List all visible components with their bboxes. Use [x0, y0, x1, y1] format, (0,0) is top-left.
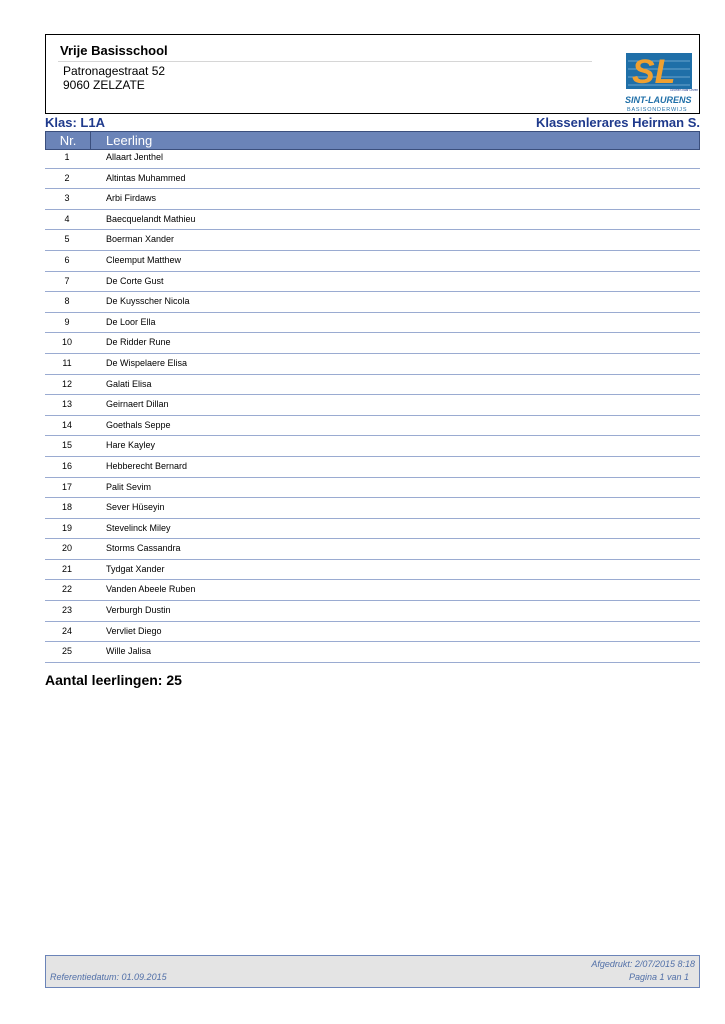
row-number: 12 — [61, 378, 72, 389]
row-number: 25 — [61, 646, 72, 657]
student-name: Galati Elisa — [106, 378, 152, 389]
student-name: De Loor Ella — [106, 316, 156, 327]
reference-date: Referentiedatum: 01.09.2015 — [50, 972, 167, 982]
column-divider — [90, 132, 91, 149]
logo-tagline: Groeien naar Leven — [670, 88, 698, 92]
school-address-city: 9060 ZELZATE — [63, 78, 145, 92]
school-address-street: Patronagestraat 52 — [63, 64, 166, 78]
student-name: De Ridder Rune — [106, 337, 171, 348]
row-number: 9 — [64, 316, 70, 327]
student-name: Hare Kayley — [106, 440, 156, 451]
table-row — [45, 580, 700, 601]
student-name: Boerman Xander — [106, 234, 175, 245]
student-name: Verburgh Dustin — [106, 605, 171, 616]
row-number: 4 — [64, 213, 70, 224]
logo-name: SINT-LAURENS — [625, 95, 692, 105]
page-number: Pagina 1 van 1 — [628, 972, 689, 982]
student-name: Baecquelandt Mathieu — [106, 213, 196, 224]
table-row — [45, 436, 700, 457]
row-number: 15 — [61, 440, 72, 451]
table-row — [45, 416, 700, 437]
printed-timestamp: Afgedrukt: 2/07/2015 8:18 — [591, 959, 695, 969]
row-number: 24 — [61, 625, 72, 636]
student-name: Stevelinck Miley — [106, 522, 171, 533]
table-row — [45, 601, 700, 622]
logo-letters: SL — [632, 53, 676, 91]
row-number: 13 — [61, 399, 72, 410]
row-number: 21 — [61, 563, 72, 574]
student-name: Geirnaert Dillan — [106, 399, 169, 410]
student-name: Hebberecht Bernard — [106, 460, 188, 471]
student-name: Palit Sevim — [106, 481, 152, 492]
table-row — [45, 272, 700, 293]
student-table — [45, 148, 700, 663]
student-name: Vanden Abeele Ruben — [106, 584, 196, 595]
table-row — [45, 539, 700, 560]
student-name: Tydgat Xander — [106, 563, 165, 574]
table-row — [45, 148, 700, 169]
table-row — [45, 230, 700, 251]
row-number: 7 — [64, 275, 70, 286]
row-number: 16 — [61, 460, 72, 471]
table-row — [45, 395, 700, 416]
row-number: 1 — [64, 152, 70, 162]
row-number: 20 — [61, 543, 72, 554]
row-number: 17 — [61, 481, 72, 492]
class-label: Klas: L1A — [45, 115, 105, 130]
table-row — [45, 498, 700, 519]
table-row — [45, 457, 700, 478]
row-number: 23 — [61, 605, 72, 616]
table-row — [45, 210, 700, 231]
row-number: 11 — [62, 357, 72, 368]
table-row — [45, 313, 700, 334]
student-name: De Kuysscher Nicola — [106, 296, 190, 307]
row-number: 5 — [64, 234, 70, 245]
student-name: Storms Cassandra — [106, 543, 181, 554]
student-name: De Wispelaere Elisa — [106, 357, 188, 368]
page-footer — [45, 955, 700, 988]
table-row — [45, 251, 700, 272]
row-number: 6 — [64, 254, 70, 265]
header-divider — [58, 61, 592, 62]
student-name: Goethals Seppe — [106, 419, 171, 430]
table-row — [45, 189, 700, 210]
table-row — [45, 642, 700, 663]
row-number: 3 — [64, 193, 70, 204]
student-name: Sever Hüseyin — [106, 502, 165, 513]
student-name: Wille Jalisa — [106, 646, 152, 657]
school-header — [45, 34, 700, 114]
school-name: Vrije Basisschool — [60, 43, 168, 58]
student-name: De Corte Gust — [106, 275, 164, 286]
row-number: 19 — [61, 522, 72, 533]
row-number: 18 — [61, 502, 72, 513]
table-row — [45, 169, 700, 190]
logo-sub: BASISONDERWIJS — [627, 107, 688, 113]
row-number: 8 — [64, 296, 70, 307]
student-name: Altintas Muhammed — [106, 172, 186, 183]
row-number: 10 — [61, 337, 72, 348]
column-header-nr: Nr. — [59, 133, 77, 148]
table-row — [45, 375, 700, 396]
table-row — [45, 354, 700, 375]
student-name: Cleemput Matthew — [106, 254, 182, 265]
table-row — [45, 622, 700, 643]
table-row — [45, 292, 700, 313]
table-row — [45, 333, 700, 354]
school-logo — [624, 41, 698, 113]
row-number: 2 — [64, 172, 70, 183]
student-name: Vervliet Diego — [106, 625, 162, 636]
column-header-leerling: Leerling — [106, 133, 153, 148]
teacher-label: Klassenlerares Heirman S. — [535, 115, 700, 130]
table-row — [45, 478, 700, 499]
student-name: Arbi Firdaws — [106, 193, 157, 204]
class-info-row — [45, 113, 700, 130]
table-row — [45, 560, 700, 581]
table-row — [45, 519, 700, 540]
row-number: 14 — [61, 419, 72, 430]
student-count: Aantal leerlingen: 25 — [45, 672, 182, 688]
row-number: 22 — [61, 584, 72, 595]
student-name: Allaart Jenthel — [106, 152, 164, 162]
